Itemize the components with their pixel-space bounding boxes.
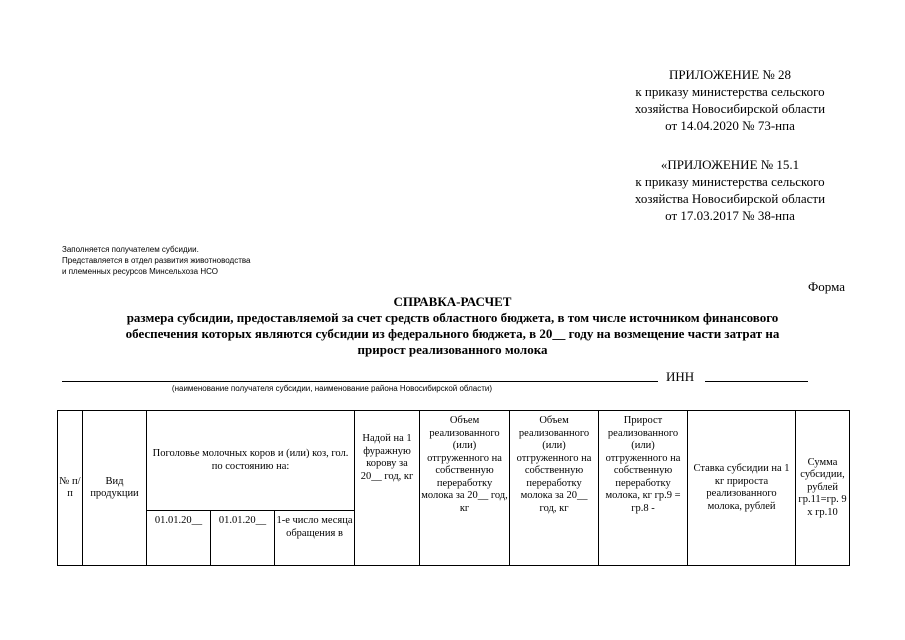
inn-field[interactable]: [705, 381, 808, 382]
fill-instructions-line2: Представляется в отдел развития животноводства: [62, 256, 251, 265]
recipient-caption: (наименование получателя субсидии, наименование района Новосибирской области): [171, 384, 493, 393]
fill-instructions-line1: Заполняется получателем субсидии.: [62, 245, 199, 254]
appendix-28-title: ПРИЛОЖЕНИЕ № 28: [668, 67, 792, 82]
appendix-15-1-line2: хозяйства Новосибирской области: [634, 191, 826, 206]
header-volume-year2: Объем реализованного (или) отгруженного на собственную переработку молока за 20__ год, кг: [510, 411, 599, 566]
appendix-28-block: [598, 66, 862, 134]
header-product-type: Вид продукции: [83, 411, 147, 566]
appendix-28-line1: к приказу министерства сельского: [635, 84, 825, 99]
header-date2: 01.01.20__: [211, 511, 275, 566]
header-subsidy-rate: Ставка субсидии на 1 кг прироста реализованного молока, рублей: [688, 411, 796, 566]
appendix-28-line2: хозяйства Новосибирской области: [634, 101, 826, 116]
document-title-line2: размера субсидии, предоставляемой за счет средств областного бюджета, в том числе источником финансового: [126, 310, 779, 325]
fill-instructions-line3: и племенных ресурсов Минсельхоза НСО: [62, 267, 218, 276]
recipient-name-field[interactable]: [62, 381, 658, 382]
inn-label: ИНН: [666, 369, 695, 384]
document-title-line4: прирост реализованного молока: [357, 342, 548, 357]
appendix-15-1-line1: к приказу министерства сельского: [635, 174, 825, 189]
fill-instructions: [62, 244, 250, 277]
header-first-day: 1-е число месяца обращения в: [275, 511, 355, 566]
header-volume-year1: Объем реализованного (или) отгруженного на собственную переработку молока за 20__ год, кг: [420, 411, 510, 566]
header-livestock: Поголовье молочных коров и (или) коз, гол. по состоянию на:: [147, 411, 355, 511]
calculation-table: [57, 410, 850, 566]
appendix-15-1-line3: от 17.03.2017 № 38-нпа: [665, 208, 795, 223]
document-title-line3: обеспечения которых являются субсидии из федерального бюджета, в 20__ году на возмещение части затрат на: [125, 326, 780, 341]
header-subsidy-sum: Сумма субсидии, рублей гр.11=гр. 9 х гр.10: [796, 411, 850, 566]
document-title: [60, 294, 845, 358]
header-number: № п/п: [58, 411, 83, 566]
document-title-main: СПРАВКА-РАСЧЕТ: [393, 294, 512, 309]
appendix-15-1-title: «ПРИЛОЖЕНИЕ № 15.1: [660, 157, 800, 172]
appendix-28-line3: от 14.04.2020 № 73-нпа: [665, 118, 795, 133]
appendix-15-1-block: [598, 156, 862, 224]
header-date1: 01.01.20__: [147, 511, 211, 566]
header-growth: Прирост реализованного (или) отгруженного на собственную переработку молока, кг гр.9 = гр.8 -: [599, 411, 688, 566]
form-label: Форма: [808, 279, 845, 294]
header-milk-yield: Надой на 1 фуражную корову за 20__ год, кг: [355, 411, 420, 566]
